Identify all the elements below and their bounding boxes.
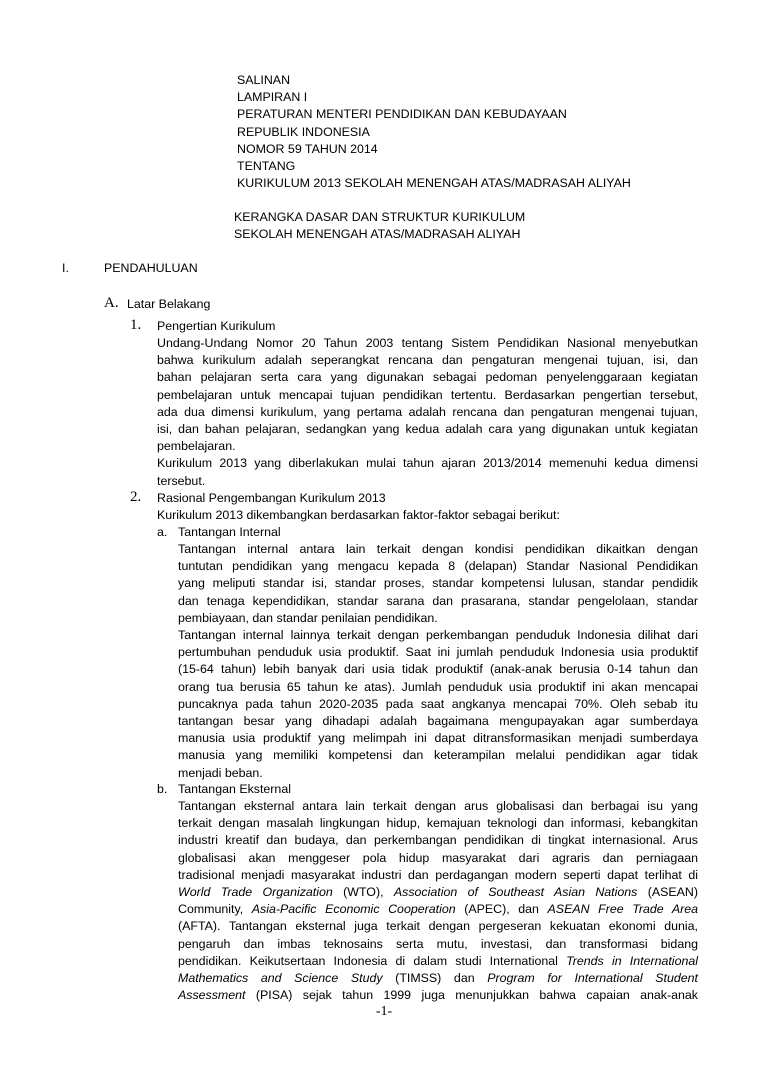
text-line: pertumbuhan penduduk usia produktif. Saat ini jumlah penduduk Indonesia usia produktif xyxy=(178,645,698,660)
text-line: industri kreatif dan budaya, dan perkembangan pendidikan di tingkat internasional. Arus xyxy=(178,833,698,848)
text-line: terkait dengan masalah lingkungan hidup, kemajuan teknologi dan informasi, kebangkitan xyxy=(178,816,698,831)
text-line: manusia yang memiliki kompetensi dan keterampilan melalui pendidikan agar tidak xyxy=(178,748,698,763)
item2a-body xyxy=(178,541,698,782)
text-run: (APEC), dan xyxy=(455,902,548,917)
subsection-title: Latar Belakang xyxy=(127,297,211,311)
text-line: globalisasi akan menggeser pola hidup masyarakat dari agraris dan perniagaan xyxy=(178,850,698,865)
text-run: (WTO), xyxy=(332,885,394,900)
text-run: pendidikan. Keikutsertaan Indonesia di dalam studi International xyxy=(178,953,567,968)
italic-term: ASEAN Free Trade Area xyxy=(547,902,698,917)
header-line-republik: REPUBLIK INDONESIA xyxy=(237,124,370,139)
text-line: isi, dan bahan pelajaran, sedangkan yang kedua adalah cara yang digunakan untuk kegiatan xyxy=(157,422,698,437)
text-line: ada dua dimensi kurikulum, yang pertama adalah rencana dan pengaturan mengenai tujuan, xyxy=(157,404,698,419)
italic-term: Trends in International xyxy=(566,953,698,968)
italic-term: World Trade Organization xyxy=(178,885,333,900)
item1-title: Pengertian Kurikulum xyxy=(157,319,276,333)
text-line: pembelajaran untuk mencapai tujuan pendidikan tertentu. Berdasarkan pengertian tersebut, xyxy=(157,387,698,402)
text-line: yang meliputi standar isi, standar proses, standar kompetensi lulusan, standar pendidik xyxy=(178,576,698,591)
text-line: bahan pelajaran serta cara yang digunakan sebagai pedoman penyelenggaraan kegiatan xyxy=(157,370,698,385)
text-line: pembelajaran. xyxy=(157,439,236,454)
item2-title: Rasional Pengembangan Kurikulum 2013 xyxy=(157,491,386,505)
text-line-apec xyxy=(178,901,698,918)
text-line: dan tenaga kependidikan, standar sarana dan prasarana, standar pengelolaan, standar xyxy=(178,593,698,608)
subtitle-line-2: SEKOLAH MENENGAH ATAS/MADRASAH ALIYAH xyxy=(234,227,521,242)
item2a-label: a. xyxy=(157,525,168,539)
item2a-title: Tantangan Internal xyxy=(178,525,281,539)
text-line: tuntutan pendidikan yang mengacu kepada 8 (delapan) Standar Nasional Pendidikan xyxy=(178,559,698,574)
item1-number: 1. xyxy=(130,317,142,333)
text-line: Tantangan internal antara lain terkait dengan kondisi pendidikan dikaitkan dengan xyxy=(178,542,698,556)
section-number: I. xyxy=(62,261,69,275)
text-line: (15-64 tahun) lebih banyak dari usia tidak produktif (anak-anak berusia 0-14 tahun dan xyxy=(178,662,698,677)
header-line-tentang: TENTANG xyxy=(237,159,296,174)
subsection-letter: A. xyxy=(104,295,119,311)
header-line-kurikulum: KURIKULUM 2013 SEKOLAH MENENGAH ATAS/MADRASAH ALIYAH xyxy=(237,176,631,191)
text-run: Community, xyxy=(178,902,252,917)
item2-number: 2. xyxy=(130,489,142,505)
text-line-assessment xyxy=(178,987,698,1004)
text-line: orang tua berusia 65 tahun ke atas). Jumlah penduduk usia produktif ini akan mencapai xyxy=(178,679,698,694)
item2b-label: b. xyxy=(157,782,168,796)
italic-term: Association of Southeast Asian Nations xyxy=(393,885,638,900)
text-line: pengaruh dan imbas teknosains serta mutu, investasi, dan transformasi bidang xyxy=(178,936,698,951)
header-line-lampiran: LAMPIRAN I xyxy=(237,90,308,105)
text-line: tersebut. xyxy=(157,473,206,488)
text-line: pembiayaan, dan standar penilaian pendidikan. xyxy=(178,610,438,625)
header-line-salinan: SALINAN xyxy=(237,73,291,87)
text-line: Tantangan internal lainnya terkait dengan perkembangan penduduk Indonesia dilihat dari xyxy=(178,628,698,643)
text-run: (TIMSS) dan xyxy=(382,971,488,986)
text-run: (ASEAN) xyxy=(637,885,698,900)
text-line: Tantangan eksternal antara lain terkait dengan arus globalisasi dan berbagai isu yang xyxy=(178,799,698,813)
item2b-title: Tantangan Eksternal xyxy=(178,782,291,796)
italic-term: Assessment xyxy=(178,988,246,1003)
item1-paragraph-1 xyxy=(157,335,698,490)
text-line-wto xyxy=(178,884,698,901)
text-line-timss xyxy=(178,953,698,970)
text-line: manusia usia produktif yang melimpah ini dapat ditransformasikan menjadi sumberdaya xyxy=(178,731,698,746)
text-line: tantangan besar yang dihadapi adalah bagaimana mengupayakan agar sumberdaya xyxy=(178,714,698,729)
header-line-peraturan: PERATURAN MENTERI PENDIDIKAN DAN KEBUDAYAAN xyxy=(237,107,567,122)
italic-term: Asia-Pacific Economic Cooperation xyxy=(251,902,456,917)
italic-term: Mathematics and Science Study xyxy=(178,971,383,986)
page-number: -1- xyxy=(375,1004,393,1019)
document-subtitle xyxy=(234,209,525,243)
text-line: menjadi beban. xyxy=(178,765,263,780)
item2b-body xyxy=(178,798,698,1004)
subtitle-line-1: KERANGKA DASAR DAN STRUKTUR KURIKULUM xyxy=(234,210,526,224)
text-line: puncaknya pada tahun 2020-2035 pada saat angkanya mencapai 70%. Oleh sebab itu xyxy=(178,696,698,711)
item2-intro: Kurikulum 2013 dikembangkan berdasarkan faktor-faktor sebagai berikut: xyxy=(157,508,560,522)
document-header xyxy=(237,72,631,192)
text-run: (PISA) sejak tahun 1999 juga menunjukkan bahwa capaian anak-anak xyxy=(245,988,698,1003)
text-line-pisa xyxy=(178,970,698,987)
header-line-nomor: NOMOR 59 TAHUN 2014 xyxy=(237,141,378,156)
text-line: tradisional menjadi masyarakat industri dan perdagangan modern seperti dapat terlihat di xyxy=(178,867,698,882)
text-line: Kurikulum 2013 yang diberlakukan mulai tahun ajaran 2013/2014 memenuhi kedua dimensi xyxy=(157,456,698,471)
italic-term: Program for International Student xyxy=(487,971,698,986)
text-line: Undang-Undang Nomor 20 Tahun 2003 tentang Sistem Pendidikan Nasional menyebutkan xyxy=(157,336,698,350)
text-line: (AFTA). Tantangan eksternal juga terkait dengan pergeseran kekuatan ekonomi dunia, xyxy=(178,919,698,934)
text-line: bahwa kurikulum adalah seperangkat rencana dan pengaturan mengenai tujuan, isi, dan xyxy=(157,353,698,368)
section-title: PENDAHULUAN xyxy=(104,261,198,275)
